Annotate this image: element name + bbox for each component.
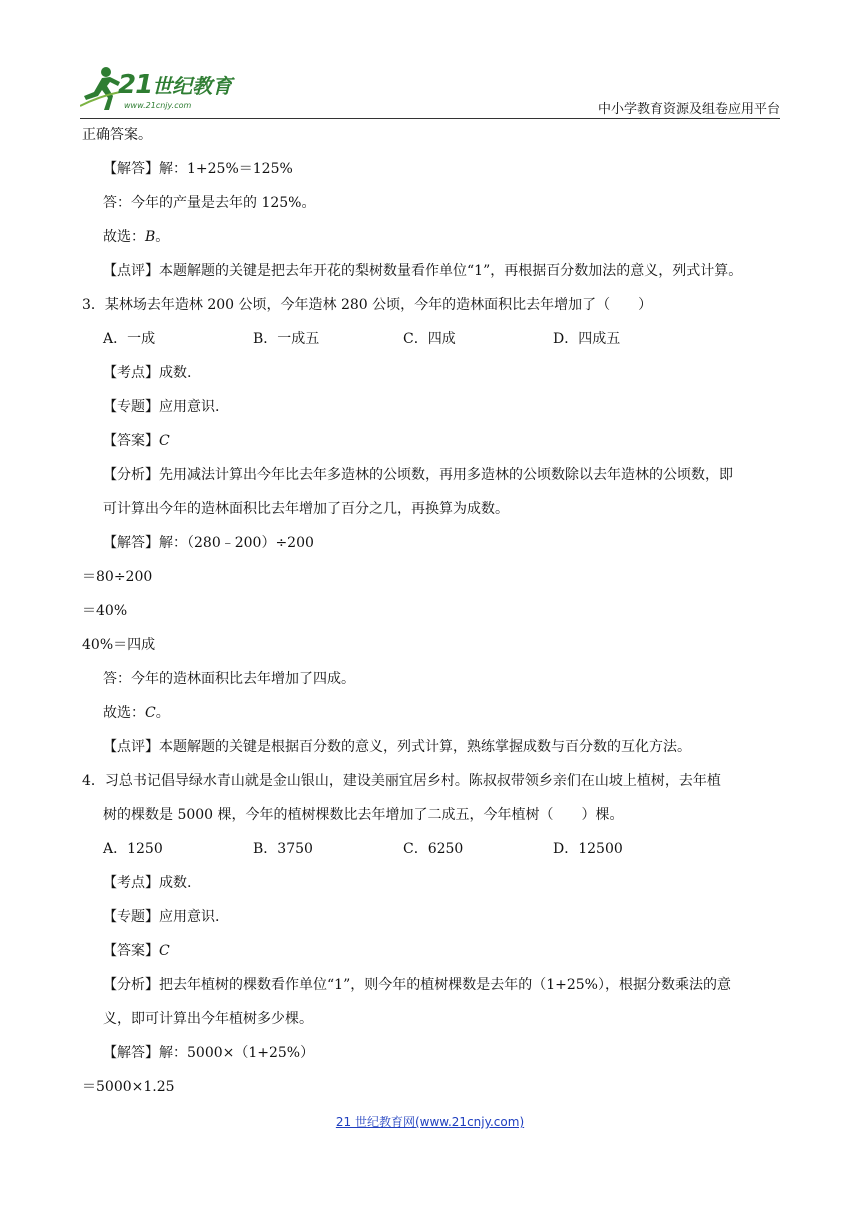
footer-link[interactable]: 21 世纪教育网(www.21cnjy.com)	[335, 1115, 525, 1129]
logo-text: 21世纪教育	[118, 70, 233, 100]
zhuanti-line: 【专题】应用意识.	[103, 399, 220, 415]
option-d: D．12500	[553, 841, 623, 857]
fenxi-line-cont: 可计算出今年的造林面积比去年增加了百分之几，再换算为成数。	[103, 501, 509, 517]
answer-statement: 答：今年的产量是去年的 125%。	[103, 195, 316, 211]
jieda-step: ＝5000×1.25	[82, 1079, 175, 1095]
question-4-options	[82, 832, 782, 866]
option-b: B．3750	[253, 841, 313, 857]
comment-line: 【点评】本题解题的关键是把去年开花的梨树数量看作单位“1”，再根据百分数加法的意义，列式计算。	[103, 263, 743, 279]
daan-line: 【答案】C	[103, 433, 170, 449]
text-line: 正确答案。	[82, 127, 152, 143]
option-c: C．6250	[403, 841, 464, 857]
fenxi-line: 【分析】先用减法计算出今年比去年多造林的公顷数，再用多造林的公顷数除以去年造林的公顷数，即	[103, 467, 733, 483]
jieda-step: ＝80÷200	[82, 569, 153, 585]
jieda-line: 【解答】解：（280﹣200）÷200	[103, 535, 314, 551]
daan-line: 【答案】C	[103, 943, 170, 959]
choice-line: 故选：C。	[103, 705, 170, 721]
fenxi-line-cont: 义，即可计算出今年植树多少棵。	[103, 1011, 313, 1027]
option-a: A．一成	[103, 331, 156, 347]
page-header	[80, 62, 780, 120]
zhuanti-line: 【专题】应用意识.	[103, 909, 220, 925]
document-body	[82, 118, 782, 1104]
question-3-options	[82, 322, 782, 356]
kaodian-line: 【考点】成数.	[103, 875, 192, 891]
platform-title: 中小学教育资源及组卷应用平台	[597, 102, 780, 117]
runner-icon	[80, 66, 122, 112]
answer-line: 【解答】解：1+25%＝125%	[103, 161, 293, 177]
logo-url: www.21cnjy.com	[124, 101, 192, 110]
question-4: 4．习总书记倡导绿水青山就是金山银山，建设美丽宜居乡村。陈叔叔带领乡亲们在山坡上植树，去年植	[82, 773, 721, 789]
comment-line: 【点评】本题解题的关键是根据百分数的意义，列式计算，熟练掌握成数与百分数的互化方法。	[103, 739, 691, 755]
fenxi-line: 【分析】把去年植树的棵数看作单位“1”，则今年的植树棵数是去年的（1+25%），根据分数乘法的意	[103, 977, 731, 993]
answer-statement: 答：今年的造林面积比去年增加了四成。	[103, 671, 355, 687]
jieda-step: ＝40%	[82, 603, 128, 619]
option-c: C．四成	[403, 331, 456, 347]
choice-line: 故选：B。	[103, 229, 170, 245]
option-b: B．一成五	[253, 331, 320, 347]
jieda-step: 40%＝四成	[82, 637, 156, 653]
option-d: D．四成五	[553, 331, 621, 347]
logo	[80, 62, 260, 112]
kaodian-line: 【考点】成数.	[103, 365, 192, 381]
option-a: A．1250	[103, 841, 163, 857]
question-3: 3．某林场去年造林 200 公顷，今年造林 280 公顷，今年的造林面积比去年增加了（ ）	[82, 297, 653, 313]
question-4-cont: 树的棵数是 5000 棵，今年的植树棵数比去年增加了二成五，今年植树（ ）棵。	[103, 807, 624, 823]
jieda-line: 【解答】解：5000×（1+25%）	[103, 1045, 315, 1061]
